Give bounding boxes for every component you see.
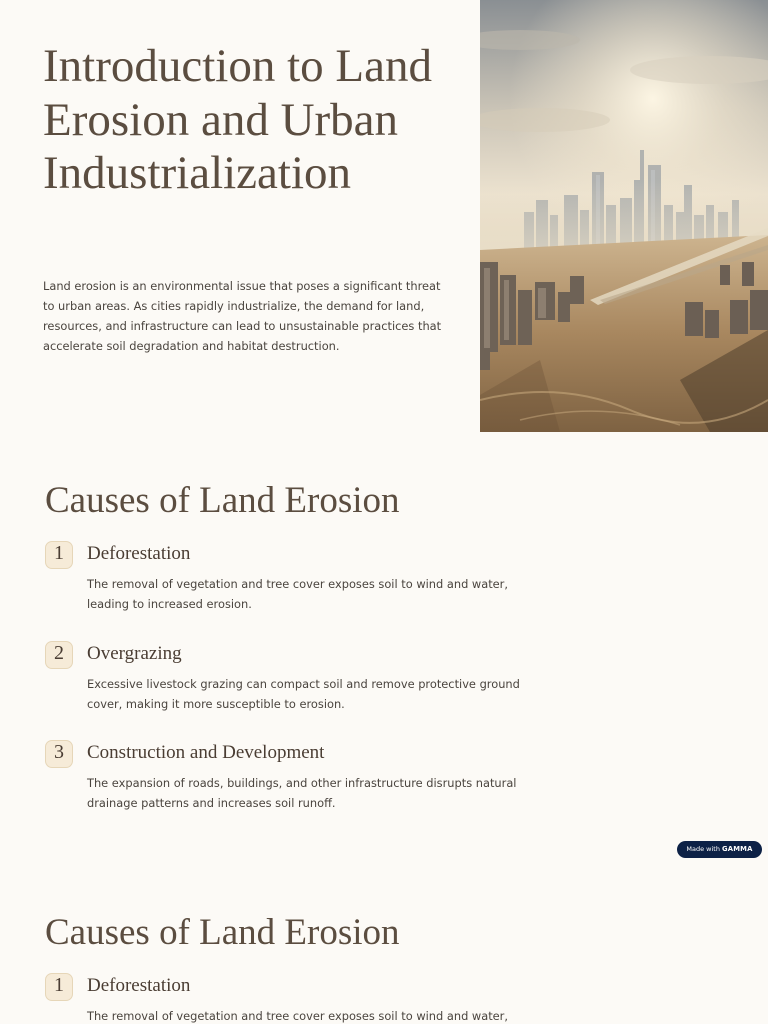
causes-slide	[0, 479, 768, 859]
intro-title: Introduction to Land Erosion and Urban Industrialization	[43, 40, 432, 199]
cause-title: Construction and Development	[87, 742, 325, 763]
cause-description: The removal of vegetation and tree cover exposes soil to wind and water, leading to increased erosion.	[87, 577, 508, 611]
intro-body: Land erosion is an environmental issue that poses a significant threat to urban areas. As cities rapidly industrialize, the demand for land, resources, and infrastructure can lead to unsustainable practices that accelerate soil degradation and habitat destruction.	[43, 279, 442, 353]
cause-title: Deforestation	[87, 543, 191, 564]
cause-title: Deforestation	[87, 975, 191, 996]
cause-description: Excessive livestock grazing can compact soil and remove protective ground cover, making it more susceptible to erosion.	[87, 677, 520, 711]
cause-title: Overgrazing	[87, 643, 182, 664]
causes-title: Causes of Land Erosion	[45, 480, 400, 521]
cause-description: The removal of vegetation and tree cover exposes soil to wind and water,	[87, 1009, 508, 1023]
intro-slide	[0, 0, 768, 432]
city-desert-image	[480, 0, 768, 432]
causes-slide-repeat	[0, 911, 768, 1024]
causes-title: Causes of Land Erosion	[45, 912, 400, 953]
made-with-gamma-badge[interactable]	[677, 841, 762, 858]
number-badge: 1	[45, 973, 73, 1001]
number-badge: 2	[45, 641, 73, 669]
number-badge: 1	[45, 541, 73, 569]
badge-prefix: Made with	[686, 845, 720, 853]
cause-description: The expansion of roads, buildings, and other infrastructure disrupts natural drainage patterns and increases soil runoff.	[87, 776, 517, 810]
gamma-logo: GAMMA	[721, 845, 753, 853]
number-badge: 3	[45, 740, 73, 768]
